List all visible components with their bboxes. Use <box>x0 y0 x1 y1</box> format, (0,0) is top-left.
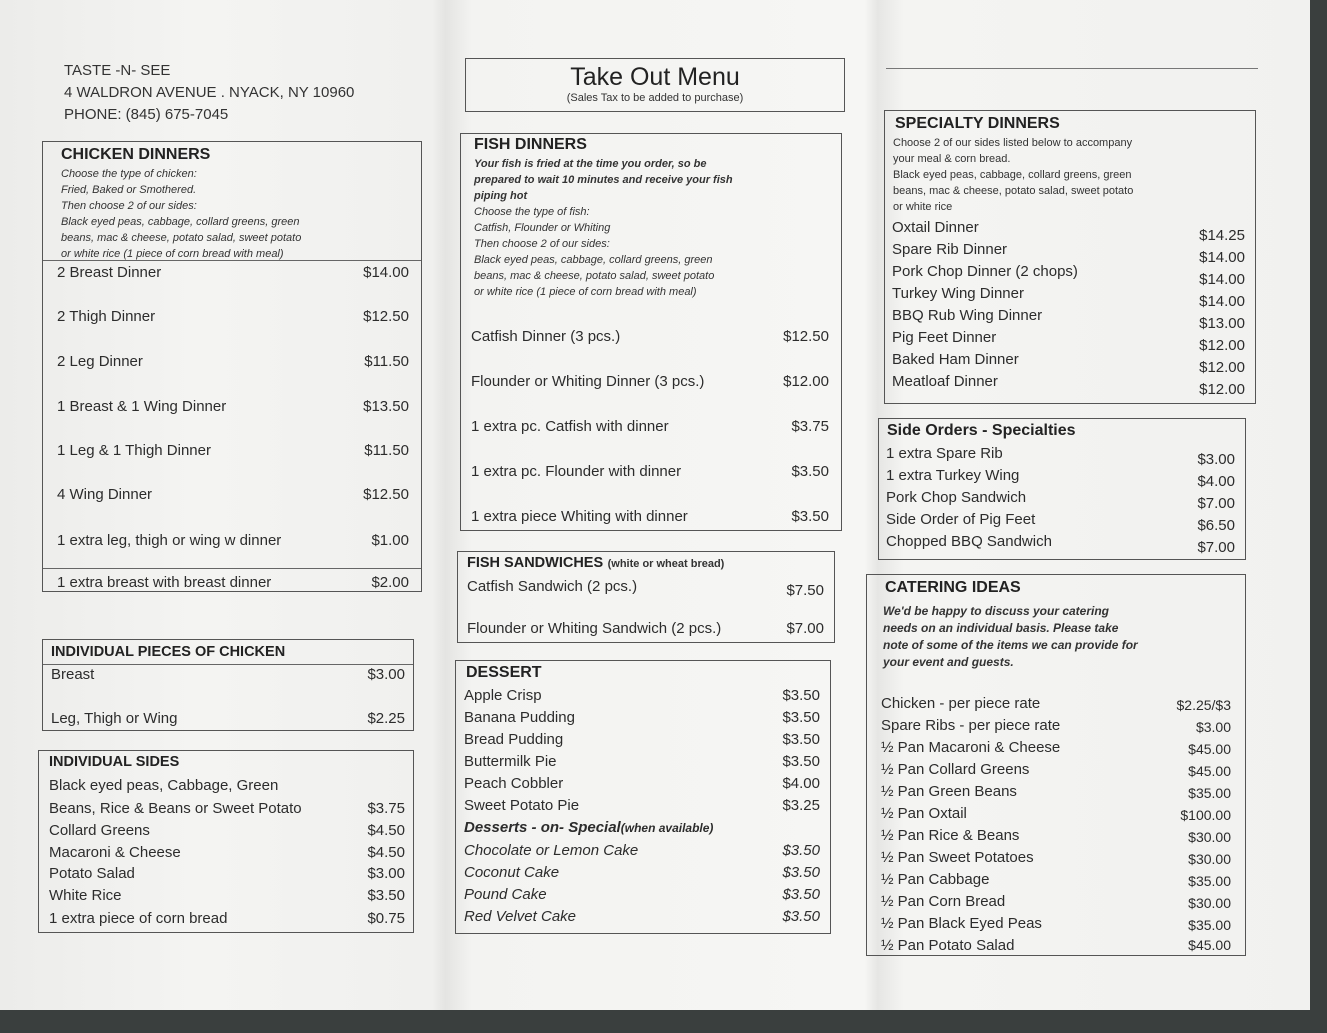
sides-heading: INDIVIDUAL SIDES <box>49 754 180 770</box>
chicken-rule <box>43 260 421 261</box>
chicken-rule-bottom <box>43 568 421 569</box>
side-orders-heading: Side Orders - Specialties <box>887 422 1076 439</box>
chicken-heading: CHICKEN DINNERS <box>61 146 211 163</box>
side-orders-items: 1 extra Spare Rib $3.00 1 extra Turkey Wing $4.00 Pork Chop Sandwich $7.00 Side Order of Pig Feet $6.50 Chopped BBQ Sandwich $7.00 <box>886 445 1235 556</box>
fish-notes: Choose the type of fish: Catfish, Flounder or Whiting Then choose 2 of our sides: Black eyed peas, cabbage, collard greens, green beans, mac & cheese, potato salad, sweet potato or white rice (1 piece of corn bread with meal) <box>474 206 715 298</box>
catering-notes: We'd be happy to discuss your catering needs on an individual basis. Please take note of some of the items we can provide for your event and guests. <box>883 604 1138 669</box>
chicken-notes: Choose the type of chicken: Fried, Baked or Smothered. Then choose 2 of our sides: Black eyed peas, cabbage, collard greens, green beans, mac & cheese, potato salad, sweet potato or white rice (1 piece of corn bread with meal) <box>61 168 302 260</box>
restaurant-address: 4 WALDRON AVENUE . NYACK, NY 10960 <box>64 84 355 101</box>
dessert-items: Apple Crisp $3.50 Banana Pudding $3.50 Bread Pudding $3.50 Buttermilk Pie $3.50 Peach Cobbler $4.00 Sweet Potato Pie $3.25 Desserts - on- Special(when available) Chocolate or Lemon Cake $3.50 Coconut Cake $3.50 Pound Cake $3.50 Red Velvet Cake $3.50 <box>464 687 820 925</box>
sandwiches-heading-line <box>467 554 724 572</box>
catering-heading: CATERING IDEAS <box>885 579 1021 596</box>
catering-items: Chicken - per piece rate $2.25/$3 Spare Ribs - per piece rate $3.00 ½ Pan Macaroni & Cheese $45.00 ½ Pan Collard Greens $45.00 ½ Pan Green Beans $35.00 ½ Pan Oxtail $100.00 ½ Pan Rice & Beans $30.00 ½ Pan Sweet Potatoes $30.00 ½ Pan Cabbage $35.00 ½ Pan Corn Bread $30.00 ½ Pan Black Eyed Peas $35.00 ½ Pan Potato Salad $45.00 <box>881 695 1231 954</box>
restaurant-header <box>64 60 354 126</box>
page-title: Take Out Menu <box>570 63 740 91</box>
fish-heading: FISH DINNERS <box>474 136 587 153</box>
specialty-heading: SPECIALTY DINNERS <box>895 115 1060 132</box>
special-note: (when available) <box>620 821 714 835</box>
dessert-heading: DESSERT <box>466 664 542 681</box>
specialty-notes: Choose 2 of our sides listed below to accompany your meal & corn bread. Black eyed peas, cabbage, collard greens, green beans, mac & cheese, potato salad, sweet potato or white rice <box>893 137 1134 213</box>
sandwiches-heading-note: (white or wheat bread) <box>607 558 725 570</box>
chicken-dinners-section <box>42 141 422 592</box>
chicken-items: 2 Breast Dinner $14.00 2 Thigh Dinner $12.50 2 Leg Dinner $11.50 1 Breast & 1 Wing Dinner $13.50 1 Leg & 1 Thigh Dinner $11.50 4 Wing Dinner $12.50 1 extra leg, thigh or wing w dinner $1.00 1 extra breast with breast dinner $2.00 <box>57 264 409 594</box>
dessert-section <box>455 660 831 934</box>
top-divider <box>886 68 1258 69</box>
title-box <box>465 58 845 112</box>
sandwich-items: Catfish Sandwich (2 pcs.) $7.50 Flounder or Whiting Sandwich (2 pcs.) $7.00 <box>467 578 824 637</box>
pieces-items: Breast $3.00 Leg, Thigh or Wing $2.25 <box>51 666 405 727</box>
pieces-heading: INDIVIDUAL PIECES OF CHICKEN <box>51 644 286 660</box>
individual-sides-section <box>38 750 414 933</box>
pieces-rule <box>43 664 413 665</box>
specialty-dinners-section <box>884 110 1256 404</box>
sides-items: Black eyed peas, Cabbage, Green Beans, Rice & Beans or Sweet Potato $3.75 Collard Greens $4.50 Macaroni & Cheese $4.50 Potato Salad $3.00 White Rice $3.50 1 extra piece of corn bread $0.75 <box>49 777 405 927</box>
specialty-items: Oxtail Dinner $14.25 Spare Rib Dinner $14.00 Pork Chop Dinner (2 chops) $14.00 Turkey Wing Dinner $14.00 BBQ Rub Wing Dinner $13.00 Pig Feet Dinner $12.00 Baked Ham Dinner $12.00 Meatloaf Dinner $12.00 <box>892 219 1245 398</box>
restaurant-phone: PHONE: (845) 675-7045 <box>64 106 229 123</box>
fish-sandwiches-section <box>457 551 835 643</box>
restaurant-name: TASTE -N- SEE <box>64 62 171 79</box>
page-subtitle: (Sales Tax to be added to purchase) <box>566 92 744 104</box>
fish-notes-bold: Your fish is fried at the time you order, so be prepared to wait 10 minutes and receive your fish piping hot <box>474 158 733 202</box>
individual-pieces-section <box>42 639 414 731</box>
fish-dinners-section <box>460 133 842 531</box>
fish-items: Catfish Dinner (3 pcs.) $12.50 Flounder or Whiting Dinner (3 pcs.) $12.00 1 extra pc. Catfish with dinner $3.75 1 extra pc. Flounder with dinner $3.50 1 extra piece Whiting with dinner $3.50 <box>471 328 829 525</box>
sandwiches-heading: FISH SANDWICHES <box>467 555 604 571</box>
side-orders-section <box>878 418 1246 560</box>
special-heading: Desserts - on- Special <box>464 819 621 836</box>
catering-section <box>866 574 1246 956</box>
